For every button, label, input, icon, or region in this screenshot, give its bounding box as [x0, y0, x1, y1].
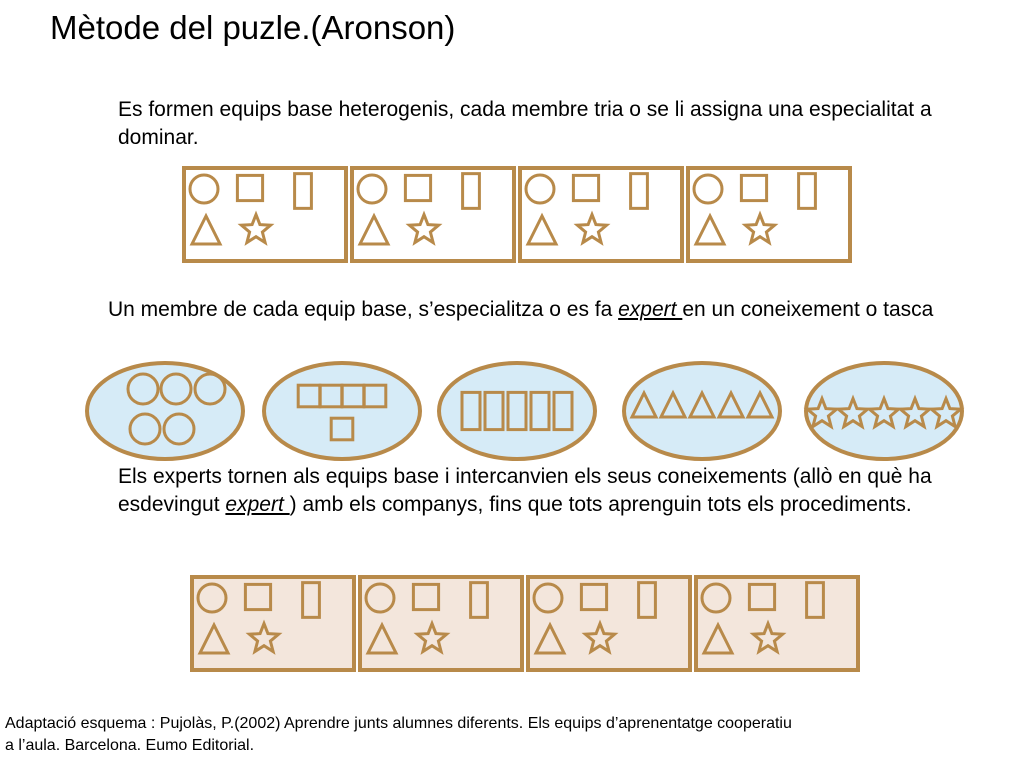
base-team-panel: [696, 577, 858, 670]
base-team-panel: [352, 168, 514, 261]
base-teams-final-row: [192, 577, 858, 670]
citation-line-2: a l’aula. Barcelona. Eumo Editorial.: [5, 737, 255, 754]
expert-group-rectangle: [439, 363, 595, 459]
expert-group-triangle: [624, 363, 780, 459]
team-frame: [528, 577, 690, 670]
base-team-panel: [520, 168, 682, 261]
citation-line-1: Adaptació esquema : Pujolàs, P.(2002) Aprendre junts alumnes diferents. Els equips d’aprenentatge cooperatiu: [5, 715, 792, 732]
base-team-panel: [688, 168, 850, 261]
step3-emphasis: expert: [225, 493, 290, 516]
team-frame: [184, 168, 346, 261]
team-frame: [688, 168, 850, 261]
team-frame: [360, 577, 522, 670]
base-teams-initial-row: [184, 168, 850, 261]
step2-text-before: Un membre de cada equip base, s’especialitza o es fa: [108, 298, 619, 321]
citation-footer: [5, 713, 1020, 757]
team-frame: [192, 577, 354, 670]
expert-group-star: [806, 363, 962, 459]
page-title: Mètode del puzle.(Aronson): [50, 9, 456, 46]
step3-text-before: Els experts tornen als equips base i intercanvien els seus coneixements (allò en què ha esdevingut: [118, 465, 932, 516]
base-team-panel: [360, 577, 522, 670]
expert-group-circle: [87, 363, 243, 459]
step3-text-after: ) amb els companys, fins que tots aprenguin tots els procediments.: [289, 493, 912, 516]
step2-text-after: en un coneixement o tasca: [682, 298, 934, 321]
expert-group-ellipse: [624, 363, 780, 459]
expert-group-ellipse: [806, 363, 962, 459]
base-team-panel: [184, 168, 346, 261]
team-frame: [352, 168, 514, 261]
expert-group-square: [264, 363, 420, 459]
expert-group-ellipse: [264, 363, 420, 459]
team-frame: [520, 168, 682, 261]
expert-groups-row: [87, 363, 962, 459]
base-team-panel: [528, 577, 690, 670]
base-team-panel: [192, 577, 354, 670]
step1-text: Es formen equips base heterogenis, cada membre tria o se li assigna una especialitat a dominar.: [118, 98, 932, 149]
step2-emphasis: expert: [618, 298, 683, 321]
team-frame: [696, 577, 858, 670]
